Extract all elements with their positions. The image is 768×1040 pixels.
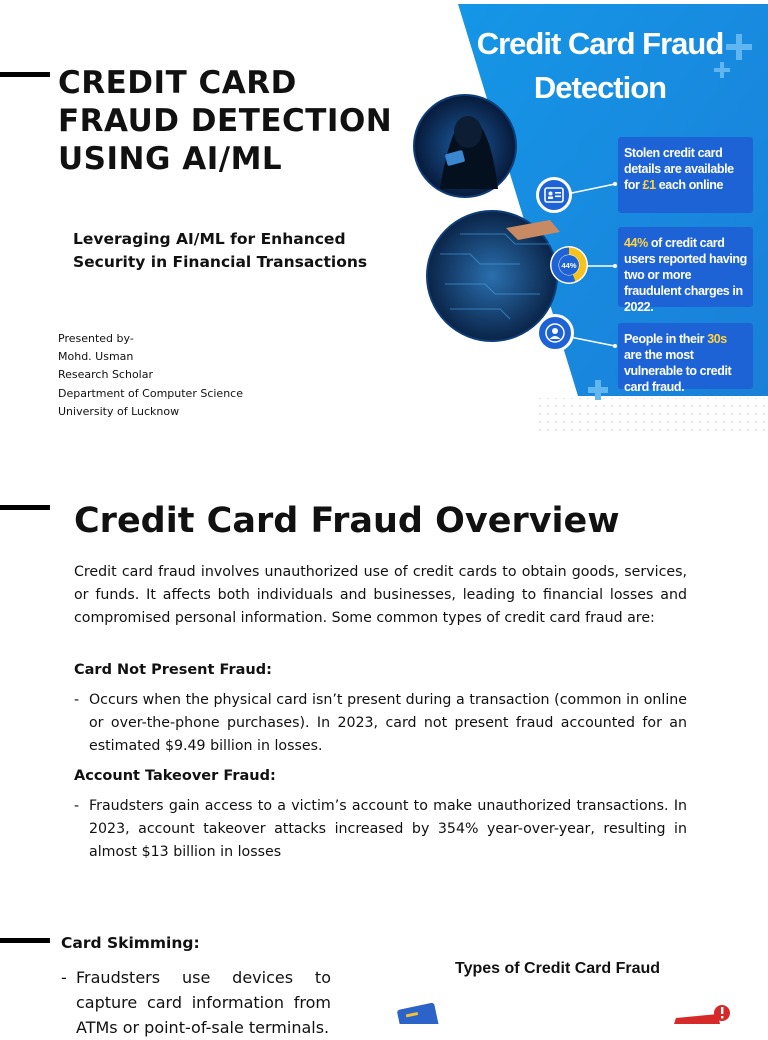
stat-box-fraudulent-charges [618,227,753,314]
stat-text: each online [655,178,724,192]
stat-text: of credit card users reported having two or more fraudulent charges in 2022. [624,236,747,314]
bullet-dash: - [74,798,80,814]
donut-chart-icon [549,245,589,285]
fraud-type-heading: Account Takeover Fraud: [74,768,276,784]
presenter-line: Research Scholar [58,368,154,382]
stat-text: People in their [624,332,708,346]
bullet-dash: - [61,968,67,987]
fraud-type-heading: Card Not Present Fraud: [74,662,272,678]
presenter-line: Mohd. Usman [58,350,134,364]
presenter-line: Presented by- [58,332,134,345]
id-card-icon [536,177,572,213]
title-accent-rule [0,72,50,77]
credit-card-icon [395,1002,441,1024]
infographic-title: Credit Card Fraud Detection [476,26,724,105]
overview-title: Credit Card Fraud Overview [74,501,620,541]
bullet-text: Occurs when the physical card isn’t present during a transaction (common in online or over-the-phone purchases). In 2023, card not present fraud accounted for an estimated $9.49 billion in losses. [89,692,687,754]
stat-highlight: £1 [642,178,656,192]
overview-intro: Credit card fraud involves unauthorized use of credit cards to obtain goods, services, or funds. It affects both individuals and businesses, leading to financial losses and compromised personal information. Some common types of credit card fraud are: [74,564,687,626]
bullet-text: Fraudsters gain access to a victim’s account to make unauthorized transactions. In 2023, account takeover attacks increased by 354% year-over-year, resulting in almost $13 billion in losses [89,798,687,860]
section-accent-rule [0,505,50,510]
stat-text: are the most vulnerable to credit card fraud. [624,348,732,394]
presenter-line: Department of Computer Science [58,386,243,400]
stat-highlight: 44% [624,236,648,250]
stat-box-stolen-cards [618,137,753,213]
bullet-text: Fraudsters use devices to capture card information from ATMs or point-of-sale terminals. [76,968,331,1037]
bullet-dash: - [74,692,80,708]
presenter-line: University of Lucknow [58,404,180,418]
alert-icon [672,1004,736,1024]
fraud-infographic [410,4,768,432]
presentation-subtitle: Leveraging AI/ML for Enhanced Security in Financial Transactions [73,230,368,271]
person-icon [536,314,574,352]
card-skimming-heading: Card Skimming: [61,934,200,952]
stat-text: Stolen credit card details are available for [624,146,734,192]
section-accent-rule [0,938,50,943]
stat-highlight: 30s [707,332,727,346]
types-chart-title: Types of Credit Card Fraud [455,960,661,977]
presentation-title: CREDIT CARD FRAUD DETECTION USING AI/ML [58,65,393,177]
fraud-type-bullet [74,795,687,863]
stat-box-vulnerable-age [618,323,753,394]
donut-label: 44% [561,261,577,270]
card-skimming-bullet [61,965,331,1040]
presenter-info [58,330,243,421]
fraud-type-bullet [74,689,687,757]
